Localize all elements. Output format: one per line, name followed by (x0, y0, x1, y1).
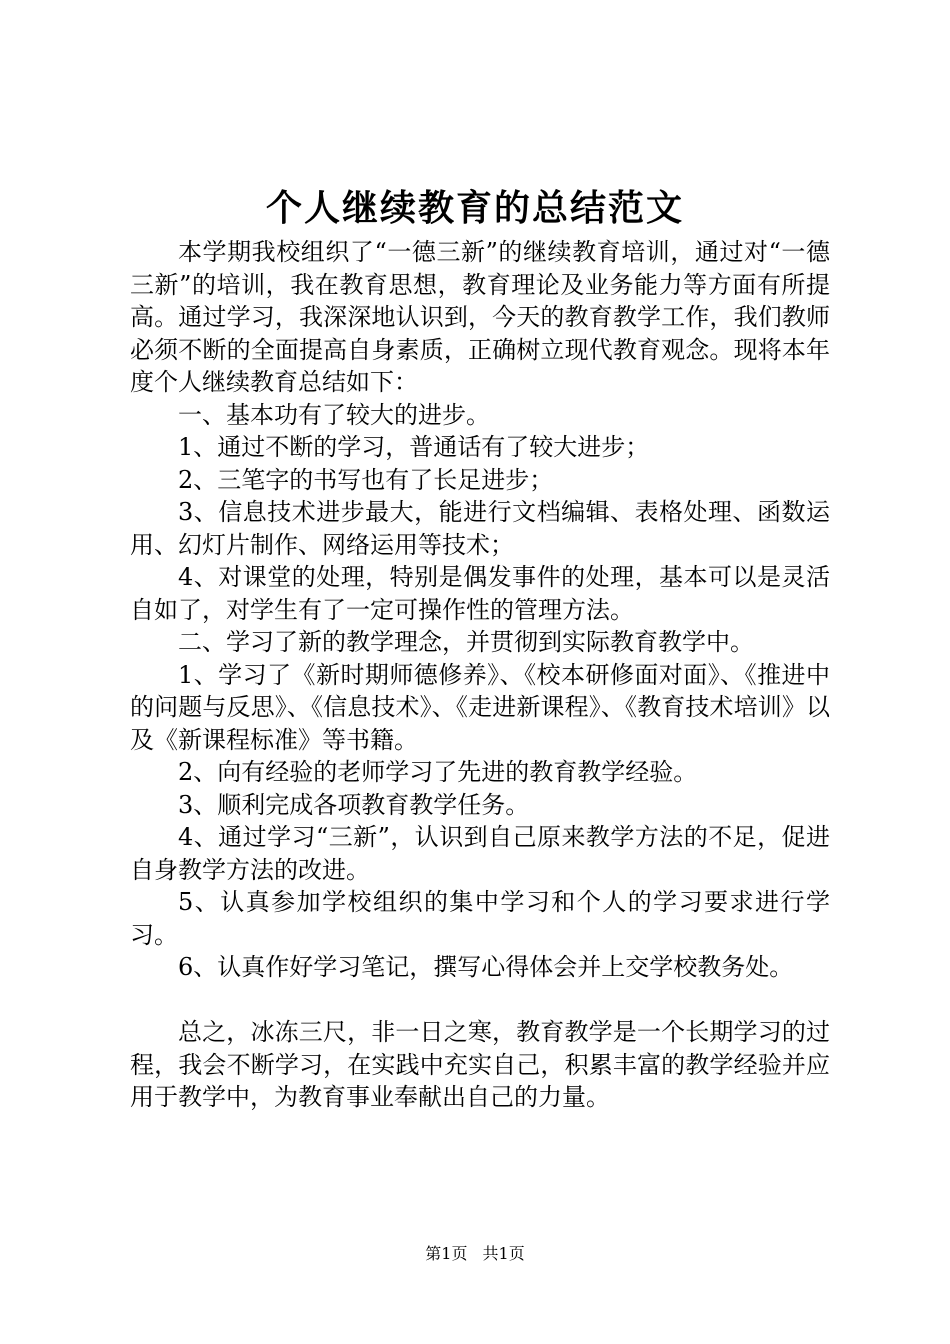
list-item: 4、对课堂的处理，特别是偶发事件的处理，基本可以是灵活自如了，对学生有了一定可操作性的管理方法。 (130, 563, 830, 624)
list-item: 6、认真作好学习笔记，撰写心得体会并上交学校教务处。 (178, 953, 794, 981)
list-item: 1、通过不断的学习，普通话有了较大进步； (178, 433, 650, 461)
list-item: 4、通过学习“三新”，认识到自己原来教学方法的不足，促进自身教学方法的改进。 (130, 823, 830, 884)
list-item: 3、信息技术进步最大，能进行文档编辑、表格处理、函数运用、幻灯片制作、网络运用等技术； (130, 498, 830, 559)
list-item: 1、学习了《新时期师德修养》、《校本研修面对面》、《推进中的问题与反思》、《信息技术》、《走进新课程》、《教育技术培训》以及《新课程标准》等书籍。 (130, 660, 830, 754)
list-item: 3、顺利完成各项教育教学任务。 (178, 790, 530, 819)
list-item: 2、向有经验的老师学习了先进的教育教学经验。 (178, 758, 698, 786)
page-total: 共1页 (482, 1244, 525, 1263)
intro-paragraph: 本学期我校组织了“一德三新”的继续教育培训，通过对“一德三新”的培训，我在教育思想，教育理论及业务能力等方面有所提高。通过学习，我深深地认识到，今天的教育教学工作，我们教师必须不断的全面提高自身素质，正确树立现代教育观念。现将本年度个人继续教育总结如下： (130, 238, 830, 396)
document-body (130, 236, 830, 1114)
section-heading-2: 二、学习了新的教学理念，并贯彻到实际教育教学中。 (178, 628, 754, 656)
page-number: 第1页 (425, 1244, 468, 1263)
document-title: 个人继续教育的总结范文 (265, 187, 684, 229)
paragraph-spacer (130, 984, 830, 1017)
conclusion-paragraph: 总之，冰冻三尺，非一日之寒，教育教学是一个长期学习的过程，我会不断学习，在实践中充实自己，积累丰富的教学经验并应用于教学中，为教育事业奉献出自己的力量。 (130, 1018, 830, 1111)
list-item: 2、三笔字的书写也有了长足进步； (178, 465, 554, 494)
page-footer (0, 1244, 950, 1264)
section-heading-1: 一、基本功有了较大的进步。 (178, 400, 490, 429)
list-item: 5、认真参加学校组织的集中学习和个人的学习要求进行学习。 (130, 888, 830, 949)
